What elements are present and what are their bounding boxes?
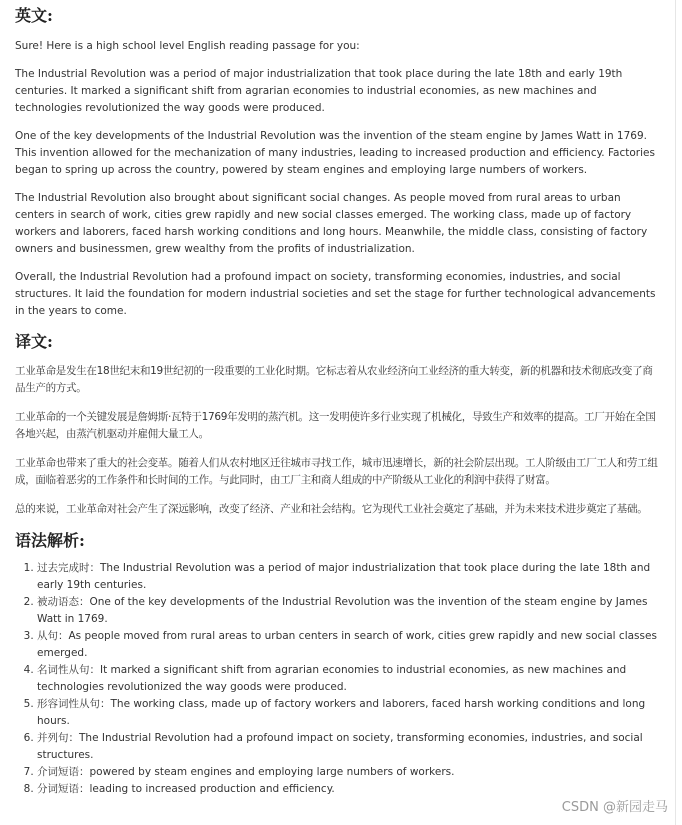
grammar-item-3: 3. 从句：As people moved from rural areas to urban centers in search of work, cities grew rapidly and new social classes emerged. [37, 628, 660, 662]
english-section [15, 0, 660, 320]
english-paragraph-1: The Industrial Revolution was a period of major industrialization that took place during the late 18th and early 19th centuries. It marked a significant shift from agrarian economies to industrial economies, as new machines and technologies revolutionized the way goods were produced. [15, 68, 623, 114]
english-paragraph-2: One of the key developments of the Industrial Revolution was the invention of the steam engine by James Watt in 1769. This invention allowed for the mechanization of many industries, leading to increased production and efficiency. Factories began to spring up across the country, powered by steam engines and employing large numbers of workers. [15, 130, 655, 176]
grammar-section-title: 语法解析: [15, 531, 85, 550]
grammar-item-8: 8. 分词短语：leading to increased production and efficiency. [37, 781, 660, 798]
right-border [675, 0, 676, 825]
grammar-item-4: 4. 名词性从句：It marked a significant shift from agrarian economies to industrial economies, as new machines and technologies revolutionized the way goods were produced. [37, 662, 660, 696]
translation-paragraph-1: 工业革命是发生在18世纪末和19世纪初的一段重要的工业化时期。它标志着从农业经济向工业经济的重大转变，新的机器和技术彻底改变了商品生产的方式。 [15, 365, 653, 394]
grammar-item-7: 7. 介词短语：powered by steam engines and employing large numbers of workers. [37, 764, 660, 781]
grammar-list [15, 560, 660, 798]
translation-section [15, 331, 660, 518]
translation-paragraph-4: 总的来说，工业革命对社会产生了深远影响，改变了经济、产业和社会结构。它为现代工业社会奠定了基础，并为未来技术进步奠定了基础。 [15, 503, 648, 515]
translation-section-title: 译文: [15, 332, 53, 351]
english-paragraph-4: Overall, the Industrial Revolution had a profound impact on society, transforming economies, industries, and social structures. It laid the foundation for modern industrial societies and set the stage for further technological advancements in the years to come. [15, 271, 656, 317]
grammar-item-5: 5. 形容词性从句：The working class, made up of factory workers and laborers, faced harsh working conditions and long hours. [37, 696, 660, 730]
english-section-title: 英文: [15, 6, 53, 25]
translation-paragraph-2: 工业革命的一个关键发展是詹姆斯·瓦特于1769年发明的蒸汽机。这一发明使许多行业实现了机械化，导致生产和效率的提高。工厂开始在全国各地兴起，由蒸汽机驱动并雇佣大量工人。 [15, 411, 656, 440]
article-content [15, 0, 660, 798]
grammar-item-1: 1. 过去完成时：The Industrial Revolution was a period of major industrialization that took place during the late 18th and early 19th centuries. [37, 560, 660, 594]
grammar-item-2: 2. 被动语态：One of the key developments of the Industrial Revolution was the invention of the steam engine by James Watt in 1769. [37, 594, 660, 628]
grammar-item-6: 6. 并列句：The Industrial Revolution had a profound impact on society, transforming economies, industries, and social structures. [37, 730, 660, 764]
grammar-section [15, 530, 660, 798]
english-paragraph-3: The Industrial Revolution also brought about significant social changes. As people moved from rural areas to urban centers in search of work, cities grew rapidly and new social classes emerged. The working class, made up of factory workers and laborers, faced harsh working conditions and long hours. Meanwhile, the middle class, consisting of factory owners and businessmen, grew wealthy from the profits of industrialization. [15, 192, 648, 255]
translation-paragraph-3: 工业革命也带来了重大的社会变革。随着人们从农村地区迁往城市寻找工作，城市迅速增长，新的社会阶层出现。工人阶级由工厂工人和劳工组成，面临着恶劣的工作条件和长时间的工作。与此同时，由工厂主和商人组成的中产阶级从工业化的利润中获得了财富。 [15, 457, 658, 486]
csdn-watermark: CSDN @新园走马 [561, 800, 668, 815]
english-intro: Sure! Here is a high school level English reading passage for you: [15, 40, 360, 52]
